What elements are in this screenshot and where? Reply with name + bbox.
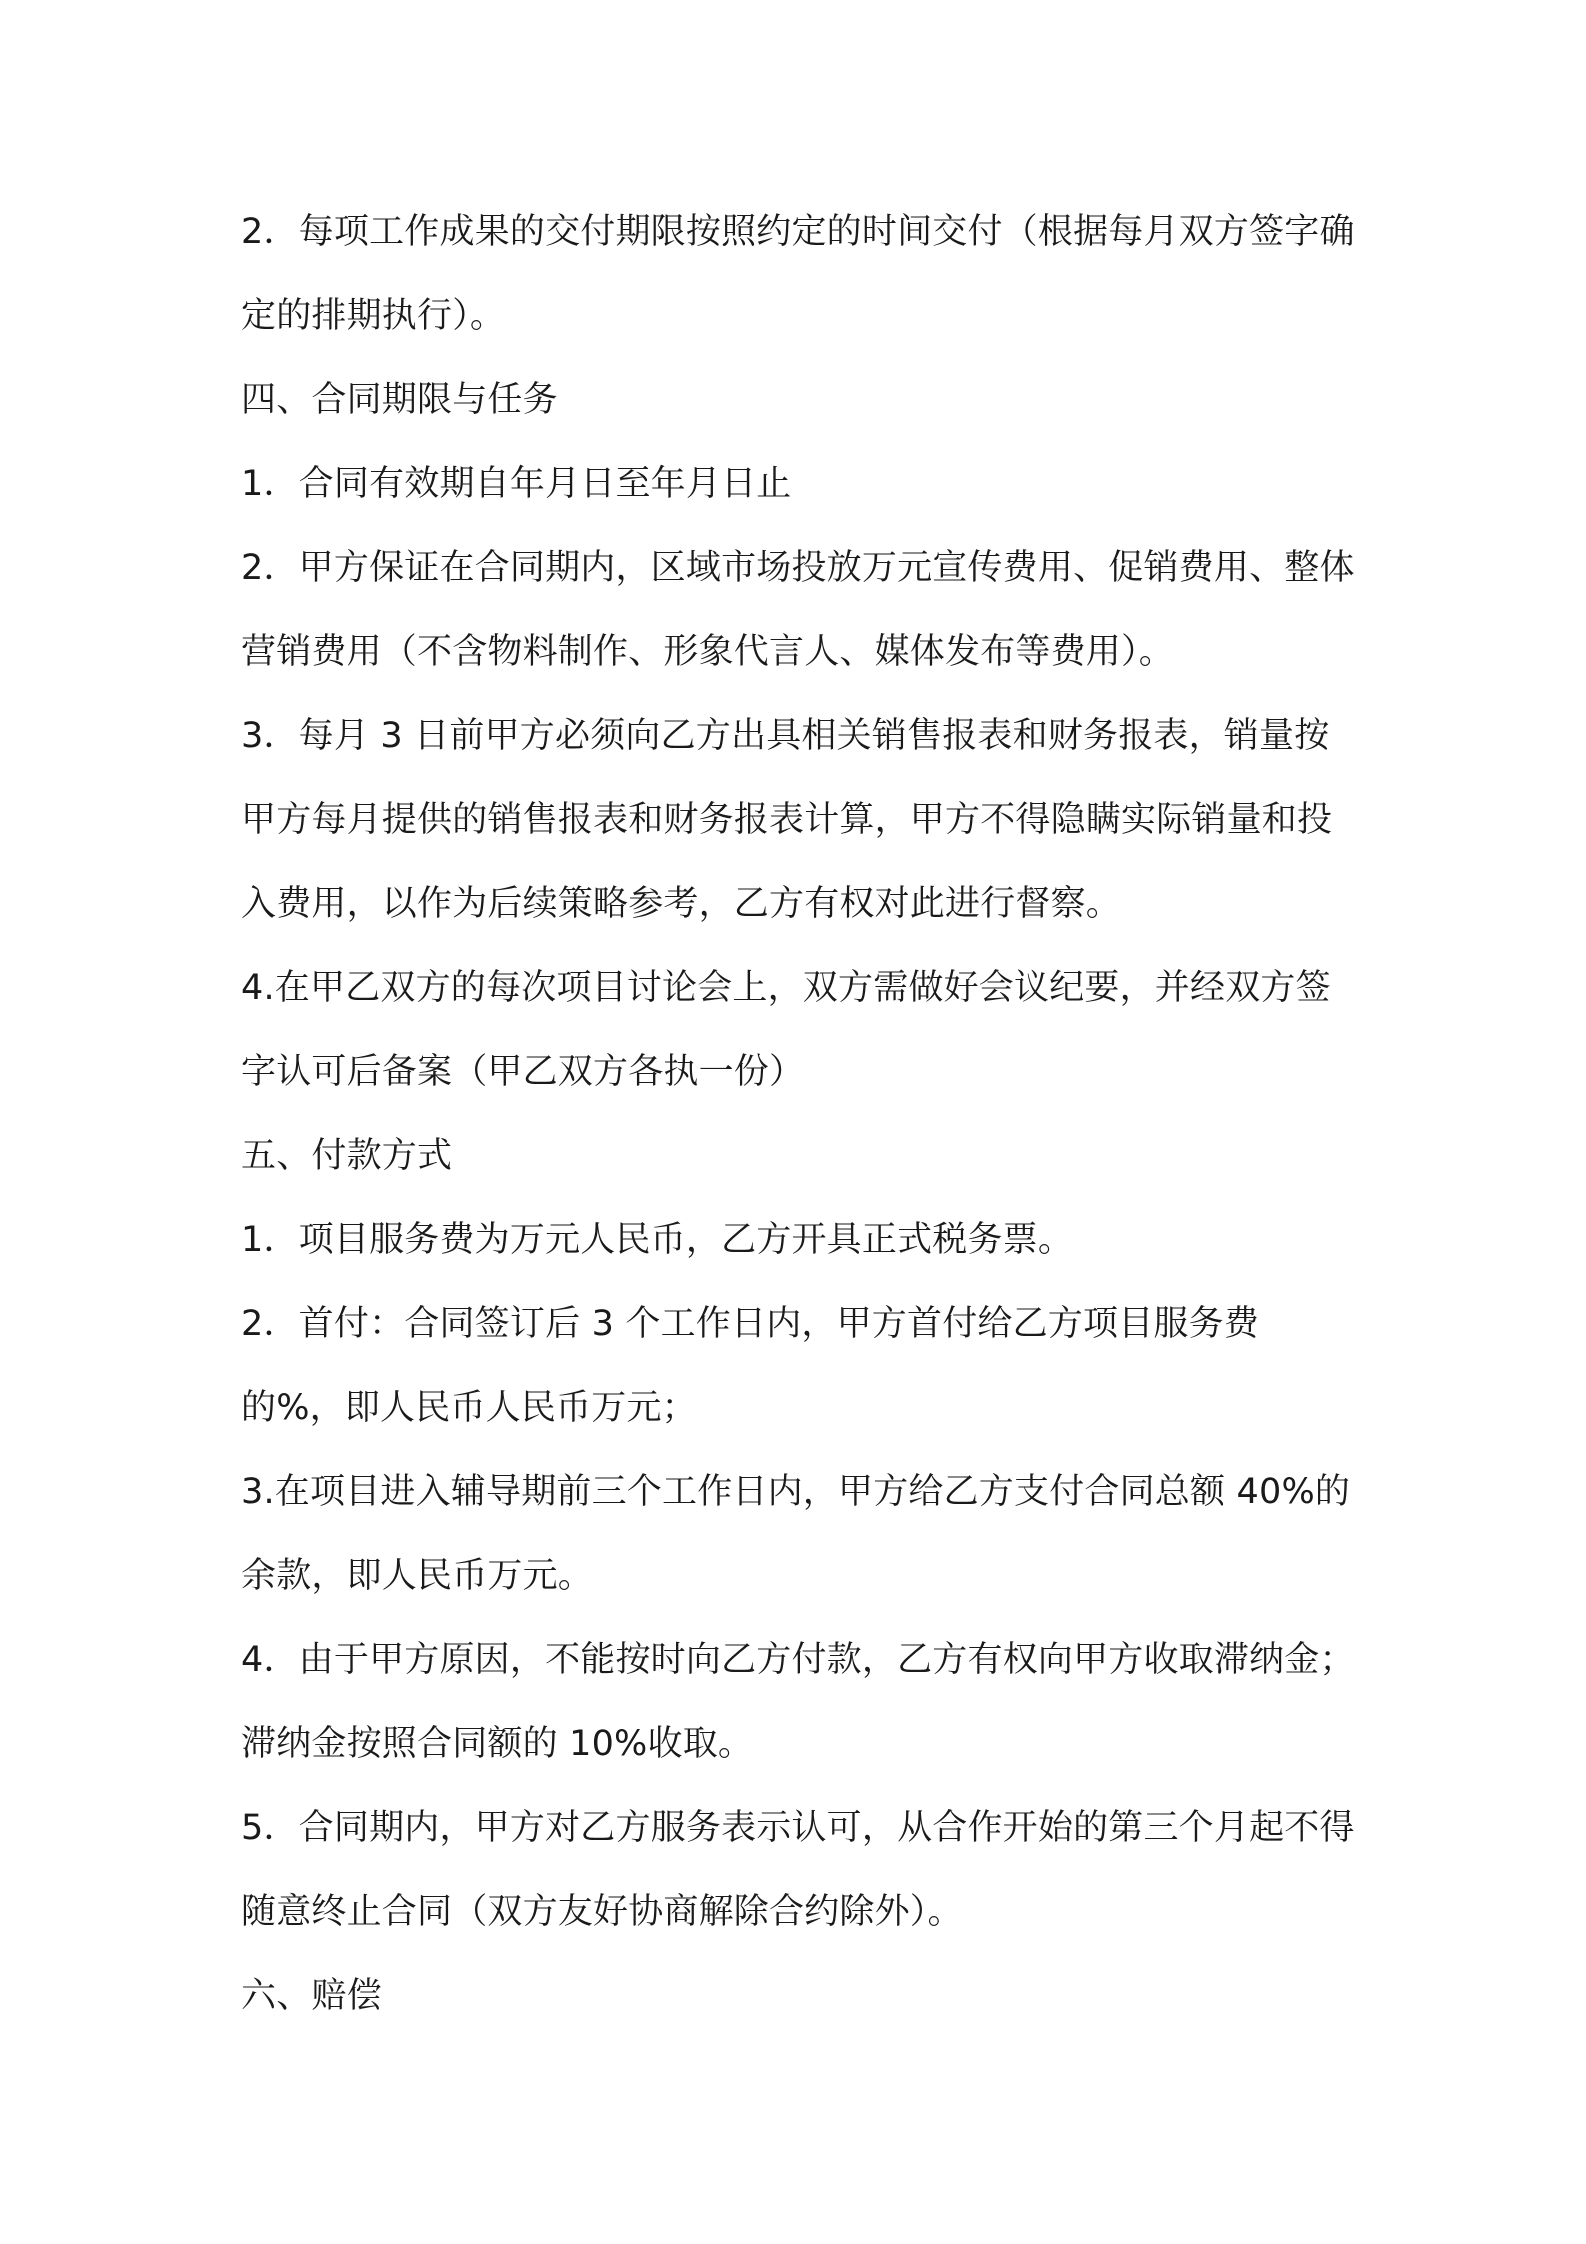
- paragraph-termination: 5．合同期内，甲方对乙方服务表示认可，从合作开始的第三个月起不得随意终止合同（双方友好协商解除合约除外）。: [241, 1808, 1355, 1932]
- paragraph-monthly-reports: 3．每月 3 日前甲方必须向乙方出具相关销售报表和财务报表，销量按甲方每月提供的销售报表和财务报表计算，甲方不得隐瞒实际销量和投入费用，以作为后续策略参考，乙方有权对此进行督察。: [241, 716, 1333, 924]
- paragraph-late-fee: 4．由于甲方原因，不能按时向乙方付款，乙方有权向甲方收取滞纳金；滞纳金按照合同额的 10%收取。: [241, 1640, 1355, 1764]
- section-heading-contract-term: 四、合同期限与任务: [241, 380, 558, 420]
- paragraph-validity-period: 1．合同有效期自年月日至年月日止: [241, 464, 792, 504]
- document-body: [241, 190, 1356, 2038]
- section-heading-payment-method: 五、付款方式: [241, 1136, 453, 1176]
- paragraph-delivery-deadline: 2．每项工作成果的交付期限按照约定的时间交付（根据每月双方签字确定的排期执行）。: [241, 212, 1355, 336]
- section-heading-compensation: 六、赔偿: [241, 1976, 382, 2016]
- paragraph-service-fee: 1．项目服务费为万元人民币，乙方开具正式税务票。: [241, 1220, 1074, 1260]
- paragraph-balance-payment: 3.在项目进入辅导期前三个工作日内，甲方给乙方支付合同总额 40%的余款，即人民币万元。: [241, 1472, 1351, 1596]
- paragraph-meeting-minutes: 4.在甲乙双方的每次项目讨论会上，双方需做好会议纪要，并经双方签字认可后备案（甲乙双方各执一份）: [241, 968, 1331, 1092]
- paragraph-marketing-investment: 2．甲方保证在合同期内，区域市场投放万元宣传费用、促销费用、整体营销费用（不含物料制作、形象代言人、媒体发布等费用）。: [241, 548, 1355, 672]
- paragraph-first-payment: 2．首付：合同签订后 3 个工作日内，甲方首付给乙方项目服务费的%，即人民币人民币万元；: [241, 1304, 1259, 1428]
